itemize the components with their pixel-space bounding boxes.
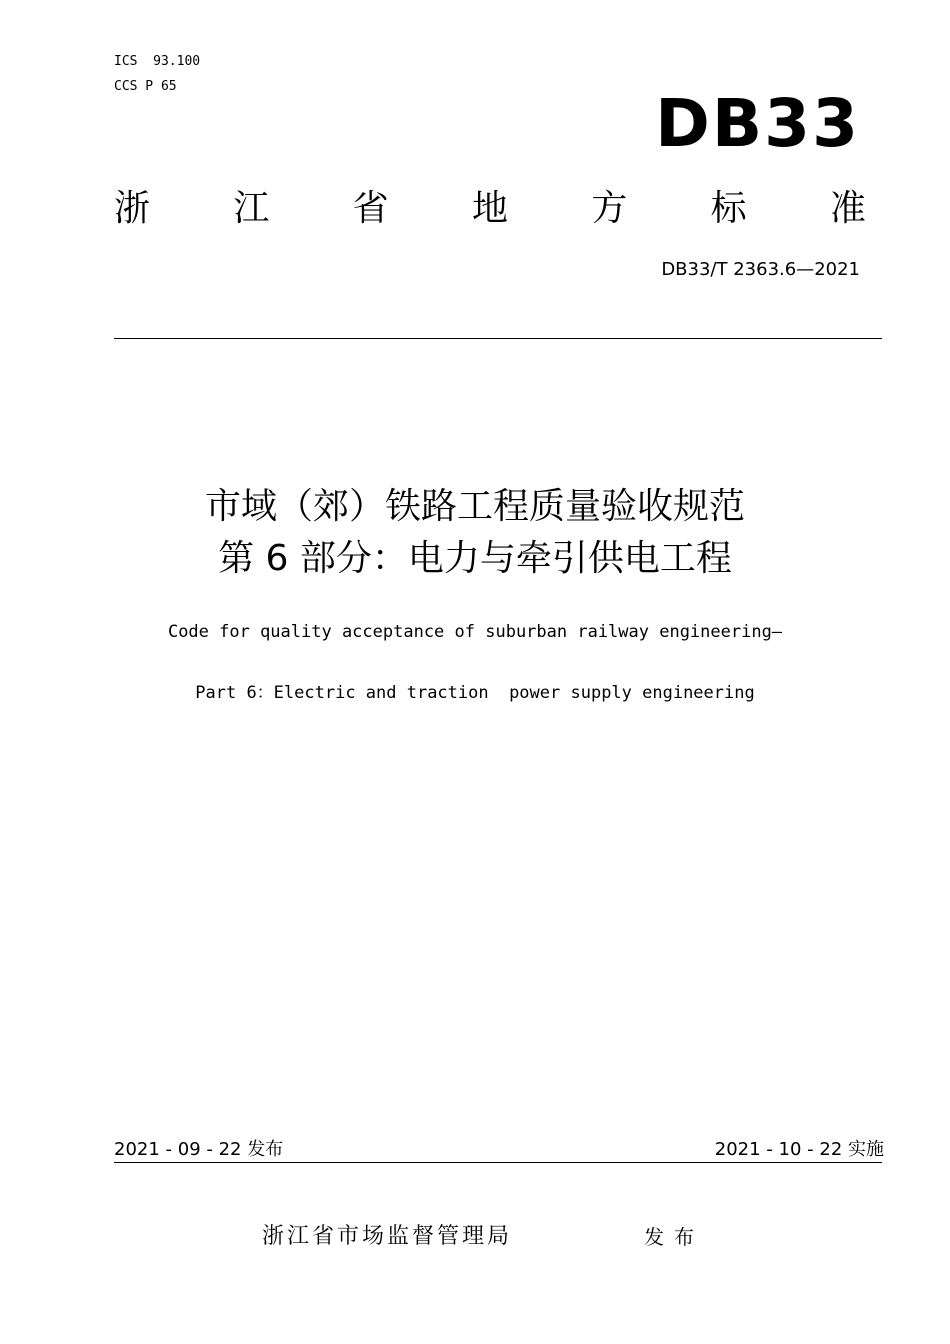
classification-codes — [114, 49, 200, 99]
english-title-line2: Part 6：Electric and traction power supply engineering — [195, 683, 755, 703]
chinese-title-line2: 第 6 部分：电力与牵引供电工程 — [218, 538, 732, 579]
standard-type-char: 地 — [471, 188, 508, 229]
implementation-date: 2021 - 10 - 22 实施 — [714, 1139, 884, 1160]
standard-type-heading — [114, 185, 866, 233]
standard-type-char: 方 — [591, 188, 628, 229]
chinese-title-line1: 市域（郊）铁路工程质量验收规范 — [204, 486, 745, 527]
db33-logo: DB33 — [655, 85, 860, 162]
english-title-line1: Code for quality acceptance of suburban railway engineering— — [167, 622, 783, 642]
ccs-code: CCS P 65 — [114, 79, 177, 94]
issue-date: 2021 - 09 - 22 发布 — [114, 1139, 284, 1160]
header-divider — [114, 338, 882, 339]
standard-number: DB33/T 2363.6—2021 — [661, 259, 860, 280]
standard-type-char: 省 — [352, 188, 389, 229]
ics-code: ICS 93.100 — [114, 54, 201, 69]
standard-type-char: 江 — [233, 188, 270, 229]
standard-type-char: 浙 — [114, 188, 151, 229]
publish-label: 发布 — [644, 1225, 704, 1249]
issuing-authority: 浙江省市场监督管理局 — [262, 1224, 513, 1249]
standard-type-char: 标 — [710, 188, 747, 229]
standard-type-char: 准 — [829, 188, 866, 229]
footer-divider — [114, 1162, 882, 1163]
